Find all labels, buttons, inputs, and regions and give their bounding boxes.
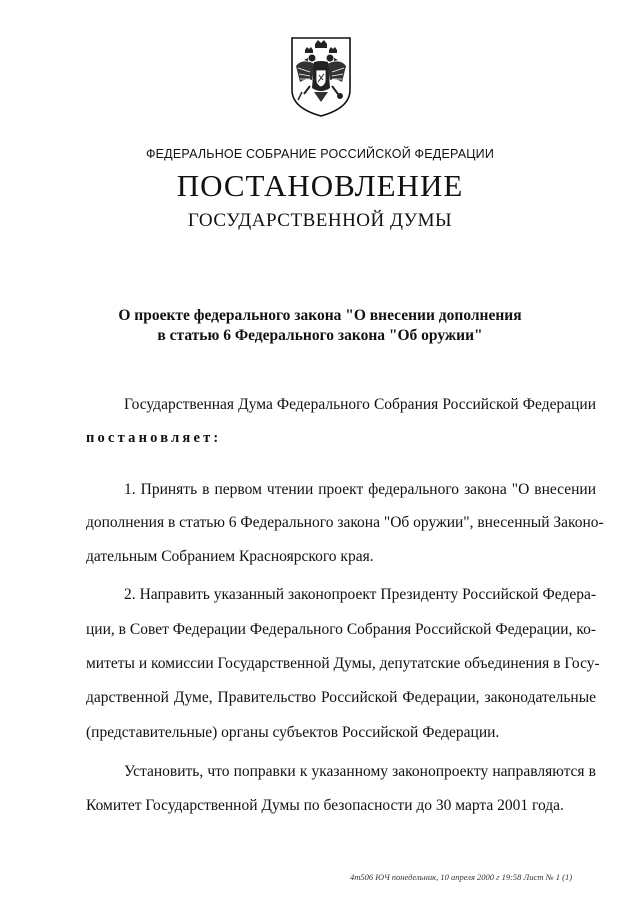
resolution-heading	[0, 306, 640, 346]
resolves-word: постановляет:	[86, 430, 222, 446]
footer-stamp: 4т506 ЮЧ понедельник, 10 апреля 2000 г 19:58 Лист № 1 (1)	[350, 872, 573, 882]
paragraph-1-line: 1. Принять в первом чтении проект федерального закона "О внесении	[124, 481, 596, 498]
heading-line: О проекте федерального закона "О внесении дополнения	[118, 307, 522, 324]
paragraph-3-line: Комитет Государственной Думы по безопасности до 30 марта 2001 года.	[86, 797, 564, 814]
paragraph-2-line: митеты и комиссии Государственной Думы, депутатские объединения в Госу-	[86, 655, 600, 672]
heading-line: в статью 6 Федерального закона "Об оружии"	[157, 327, 483, 344]
paragraph-3-line: Установить, что поправки к указанному законопроекту направляются в	[124, 763, 596, 780]
coat-of-arms-icon	[288, 34, 354, 118]
paragraph-2-line: (представительные) органы субъектов Российской Федерации.	[86, 724, 500, 741]
document-subtitle: ГОСУДАРСТВЕННОЙ ДУМЫ	[187, 210, 453, 231]
paragraph-2-line: 2. Направить указанный законопроект Президенту Российской Федера-	[124, 586, 596, 603]
assembly-name: ФЕДЕРАЛЬНОЕ СОБРАНИЕ РОССИЙСКОЙ ФЕДЕРАЦИИ	[145, 147, 495, 161]
paragraph-2-line: ции, в Совет Федерации Федерального Собрания Российской Федерации, ко-	[86, 621, 596, 638]
paragraph-2-line: дарственной Думе, Правительство Российской Федерации, законодательные	[86, 689, 596, 706]
document-title: ПОСТАНОВЛЕНИЕ	[176, 168, 464, 203]
paragraph-1-line: дательным Собранием Красноярского края.	[86, 548, 374, 565]
paragraph-1-line: дополнения в статью 6 Федерального закона "Об оружии", внесенный Законо-	[86, 514, 604, 531]
intro-text: Государственная Дума Федерального Собрания Российской Федерации	[124, 396, 596, 413]
